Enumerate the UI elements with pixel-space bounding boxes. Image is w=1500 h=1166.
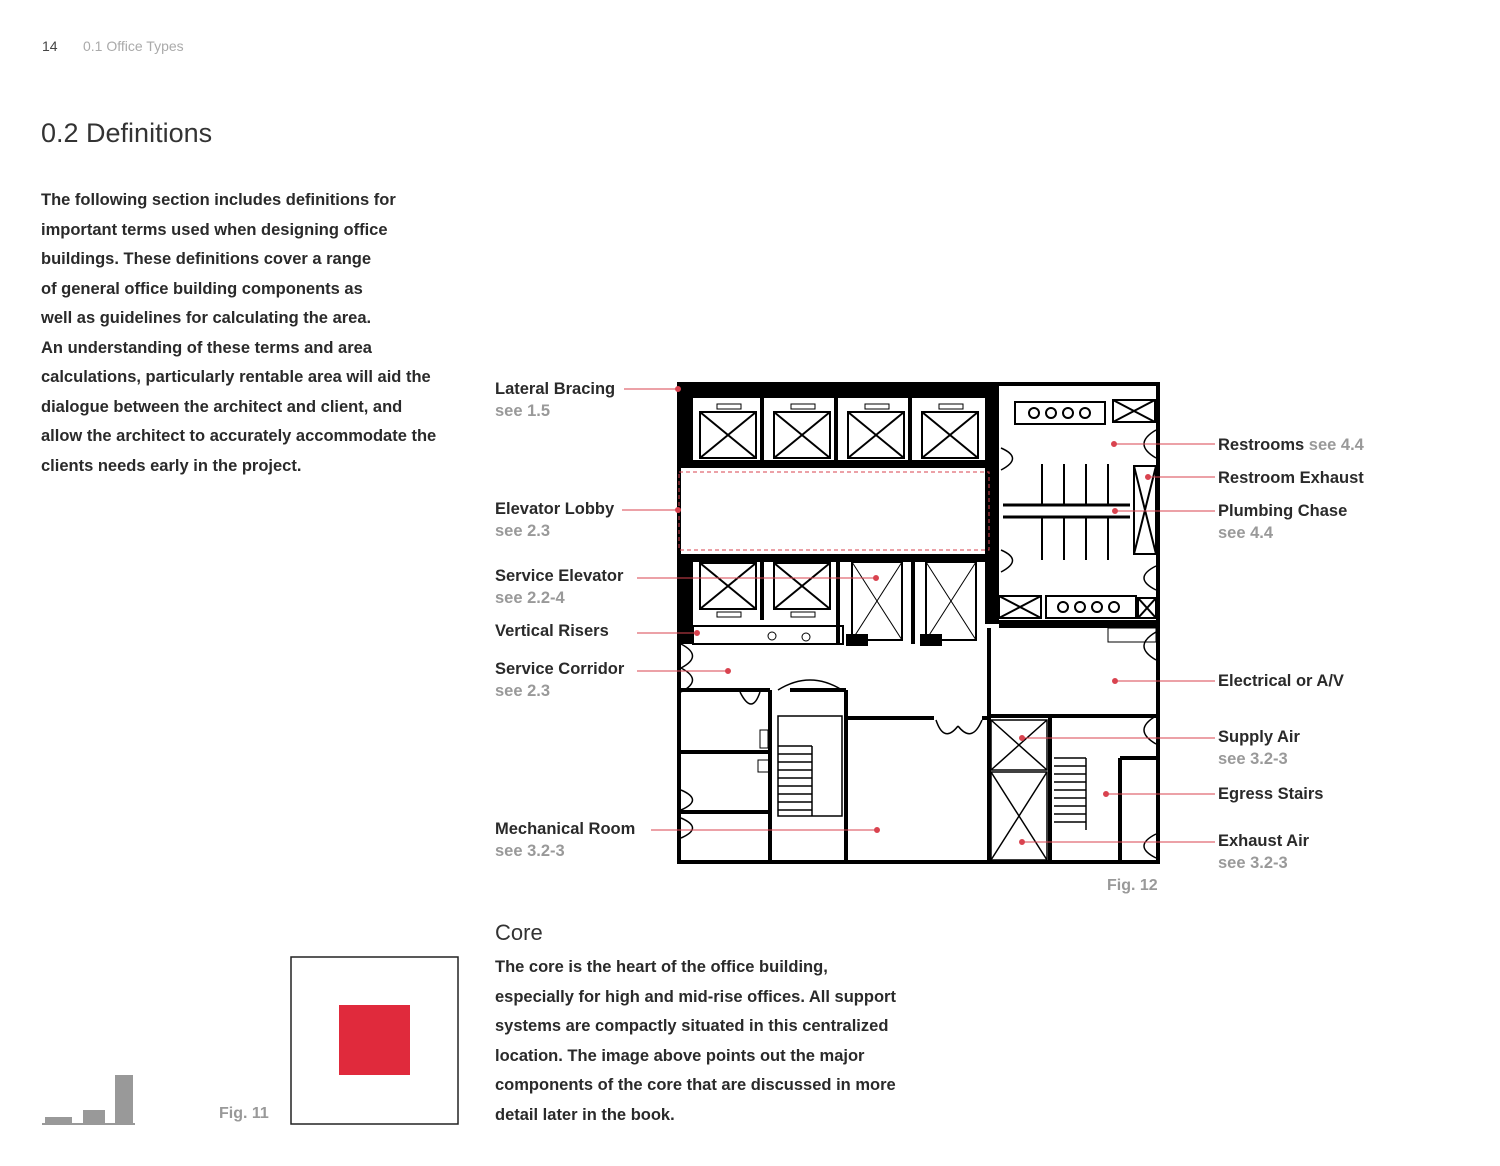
bar-graph-icon bbox=[42, 1075, 135, 1125]
core-paragraph: The core is the heart of the office building, especially for high and mid-rise offices. All support systems are compactly situated in this centralized location. The image above points out the major components of the core that are discussed in more detail later in the book. bbox=[495, 958, 896, 1124]
section-breadcrumb: 0.1 Office Types bbox=[83, 38, 184, 54]
callout-service-corridor: Service Corridor see 2.3 bbox=[495, 660, 625, 700]
callout-electrical-av: Electrical or A/V bbox=[1218, 672, 1344, 690]
callout-supply-air: Supply Air see 3.2-3 bbox=[1218, 728, 1300, 768]
intro-paragraph: The following section includes definitions for important terms used when designing office buildings. These definitions cover a range of general office building components as well as guidelines for calculating the area. An understanding of these terms and area calculations, particularly rentable area will aid the dialogue between the architect and client, and allow the architect to accurately accommodate the clients needs early in the project. bbox=[41, 191, 437, 475]
page-title: 0.2 Definitions bbox=[41, 118, 213, 148]
figure-12-label: Fig. 12 bbox=[1107, 877, 1158, 894]
page-number: 14 bbox=[42, 38, 58, 54]
plan-walls bbox=[679, 384, 1158, 862]
core-heading: Core bbox=[495, 920, 543, 945]
callout-vertical-risers: Vertical Risers bbox=[495, 622, 609, 640]
leader-lines bbox=[622, 387, 1215, 845]
callout-plumbing-chase: Plumbing Chase see 4.4 bbox=[1218, 502, 1348, 542]
callout-elevator-lobby: Elevator Lobby see 2.3 bbox=[495, 500, 615, 540]
callout-restroom-exhaust: Restroom Exhaust bbox=[1218, 469, 1364, 487]
elevator-lobby-outline bbox=[679, 472, 989, 550]
callout-restrooms: Restrooms see 4.4 bbox=[1218, 436, 1364, 454]
callout-egress-stairs: Egress Stairs bbox=[1218, 785, 1324, 803]
figure-11-label: Fig. 11 bbox=[219, 1105, 269, 1122]
callout-mechanical-room: Mechanical Room see 3.2-3 bbox=[495, 820, 636, 860]
callout-service-elevator: Service Elevator see 2.2-4 bbox=[495, 567, 624, 607]
callout-exhaust-air: Exhaust Air see 3.2-3 bbox=[1218, 832, 1310, 872]
callout-lateral-bracing: Lateral Bracing see 1.5 bbox=[495, 380, 616, 420]
